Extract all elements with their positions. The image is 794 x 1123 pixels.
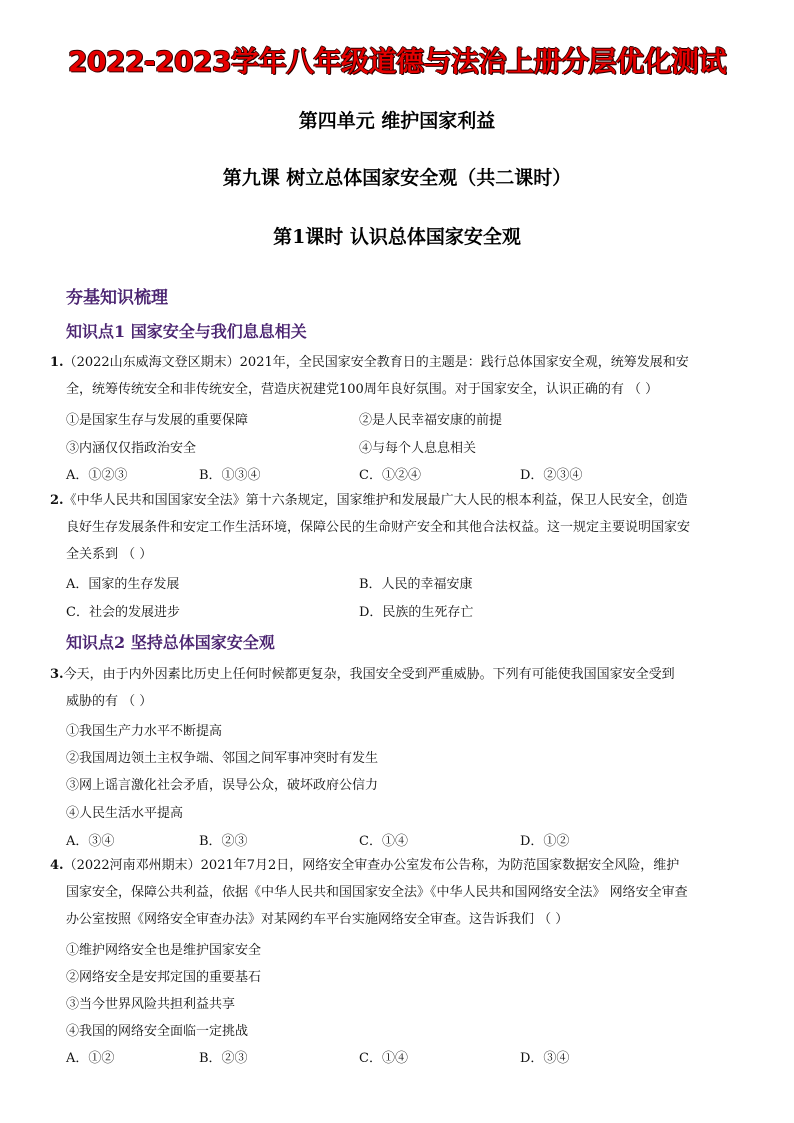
q1-option-d[interactable]: D．②③④ xyxy=(520,468,583,483)
q3-number: 3. xyxy=(50,667,64,682)
lesson-title: 第九课 树立总体国家安全观（共二课时） xyxy=(222,167,572,189)
q2-line-1 xyxy=(50,492,688,510)
q3-item-4: ④人民生活水平提高 xyxy=(66,806,184,821)
q4-stem-1: （2022河南邓州期末）2021年7月2日，网络安全审查办公室发布公告称，为防范国家数据安全风险，维护 xyxy=(63,858,680,873)
q1-line-1 xyxy=(50,354,689,372)
q4-item-2: ②网络安全是安邦定国的重要基石 xyxy=(66,970,262,985)
q4-option-a[interactable]: A．①② xyxy=(66,1051,115,1066)
q3-item-2: ②我国周边领土主权争端、邻国之间军事冲突时有发生 xyxy=(66,751,379,766)
q3-line-1 xyxy=(50,666,675,684)
q4-option-c[interactable]: C．①④ xyxy=(359,1051,408,1066)
q1-item-3: ③内涵仅仅指政治安全 xyxy=(66,441,197,456)
q1-item-1: ①是国家生存与发展的重要保障 xyxy=(66,413,249,428)
q1-number: 1. xyxy=(50,355,64,370)
q4-stem-2: 国家安全，保障公共利益，依据《中华人民共和国国家安全法》《中华人民共和国网络安全法》 网络安全审查 xyxy=(66,885,688,900)
main-title: 2022-2023学年八年级道德与法治上册分层优化测试 xyxy=(68,45,726,78)
q1-option-c[interactable]: C．①②④ xyxy=(359,468,421,483)
q3-option-a[interactable]: A．③④ xyxy=(66,834,115,849)
q1-option-b[interactable]: B．①③④ xyxy=(199,468,261,483)
period-title: 第1课时 认识总体国家安全观 xyxy=(273,226,521,248)
q4-option-b[interactable]: B．②③ xyxy=(199,1051,248,1066)
q1-stem-1: （2022山东威海文登区期末）2021年，全民国家安全教育日的主题是：践行总体国家安全观，统筹发展和安 xyxy=(63,355,689,370)
q1-stem-2: 全，统筹传统安全和非传统安全，营造庆祝建党100周年良好氛围。对于国家安全，认识正确的有 （ ） xyxy=(66,382,659,397)
q2-stem-2: 良好生存发展条件和安定工作生活环境，保障公民的生命财产安全和其他合法权益。这一规定主要说明国家安 xyxy=(66,520,691,535)
knowledge-point-1: 知识点1 国家安全与我们息息相关 xyxy=(66,322,307,341)
unit-title: 第四单元 维护国家利益 xyxy=(298,110,496,132)
section-heading: 夯基知识梳理 xyxy=(66,288,168,308)
q1-item-4: ④与每个人息息相关 xyxy=(359,441,477,456)
knowledge-point-2: 知识点2 坚持总体国家安全观 xyxy=(66,633,275,652)
q2-stem-3: 全关系到 （ ） xyxy=(66,547,153,562)
q1-item-2: ②是人民幸福安康的前提 xyxy=(359,413,503,428)
q3-option-c[interactable]: C．①④ xyxy=(359,834,408,849)
q2-number: 2. xyxy=(50,493,64,508)
q4-item-1: ①维护网络安全也是维护国家安全 xyxy=(66,943,262,958)
q2-option-b[interactable]: B．人民的幸福安康 xyxy=(359,577,473,592)
q2-option-d[interactable]: D．民族的生死存亡 xyxy=(359,605,474,620)
q3-option-d[interactable]: D．①② xyxy=(520,834,570,849)
q3-item-1: ①我国生产力水平不断提高 xyxy=(66,724,223,739)
q2-option-a[interactable]: A．国家的生存发展 xyxy=(66,577,180,592)
q3-option-b[interactable]: B．②③ xyxy=(199,834,248,849)
q4-line-1 xyxy=(50,857,679,875)
q2-stem-1: 《中华人民共和国国家安全法》第十六条规定，国家维护和发展最广大人民的根本利益，保卫人民安全，创造 xyxy=(63,493,688,508)
q4-item-3: ③当今世界风险共担利益共享 xyxy=(66,997,236,1012)
q4-stem-3: 办公室按照《网络安全审查办法》对某网约车平台实施网络安全审查。这告诉我们 （ ） xyxy=(66,912,569,927)
q2-option-c[interactable]: C．社会的发展进步 xyxy=(66,605,180,620)
q3-stem-1: 今天，由于内外因素比历史上任何时候都更复杂，我国安全受到严重威胁。下列有可能使我国国家安全受到 xyxy=(63,667,675,682)
q4-number: 4. xyxy=(50,858,64,873)
q4-option-d[interactable]: D．③④ xyxy=(520,1051,570,1066)
q4-item-4: ④我国的网络安全面临一定挑战 xyxy=(66,1024,249,1039)
q1-option-a[interactable]: A．①②③ xyxy=(66,468,128,483)
q3-stem-2: 威胁的有 （ ） xyxy=(66,694,153,709)
q3-item-3: ③网上谣言激化社会矛盾，误导公众，破坏政府公信力 xyxy=(66,778,379,793)
